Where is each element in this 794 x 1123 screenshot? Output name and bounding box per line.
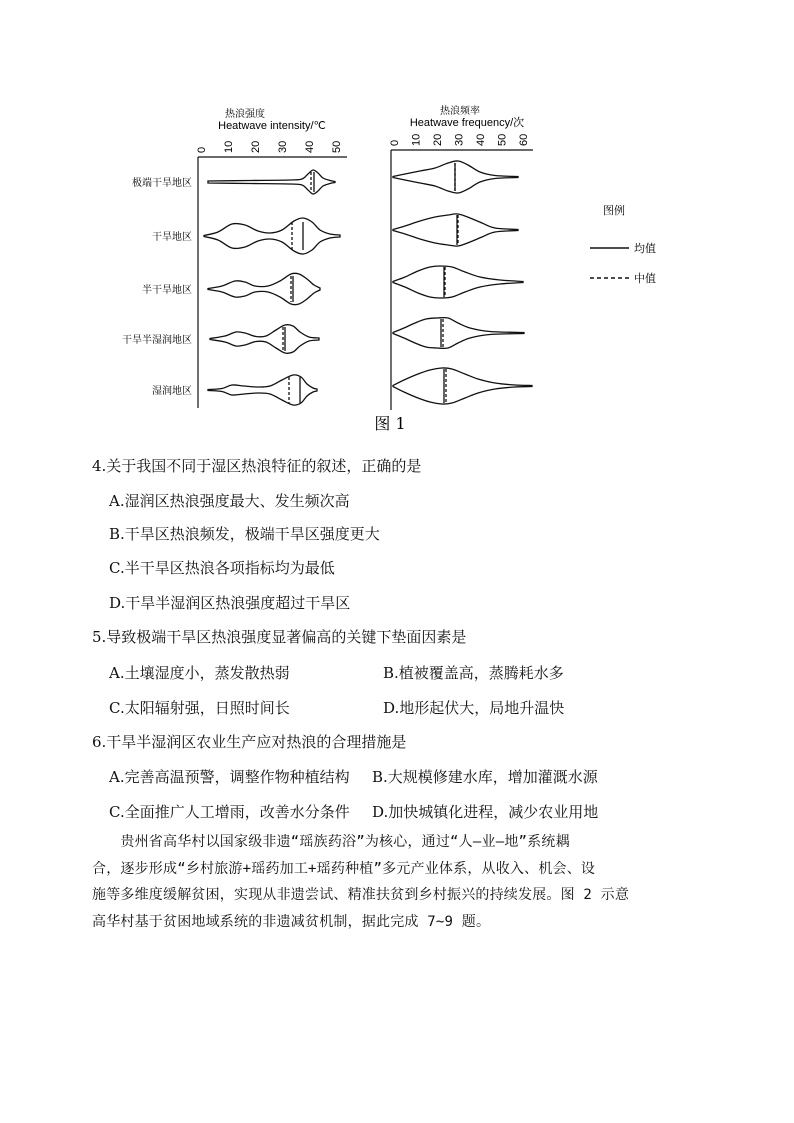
question-4-option-b: B.干旱区热浪频发，极端干旱区强度更大 [109,525,380,543]
frequency-violin [393,318,524,349]
intensity-tick-label: 10 [223,140,235,153]
intensity-tick-label: 40 [304,140,316,153]
intensity-title-cn: 热浪强度 [225,109,265,120]
question-5-stem: 5.导致极端干旱区热浪强度显著偏高的关键下垫面因素是 [92,628,467,646]
intensity-tick-label: 50 [331,140,343,153]
frequency-tick-label: 60 [518,133,530,146]
region-label: 干旱地区 [152,232,192,243]
reading-passage [92,829,702,935]
legend-median-label: 中值 [634,272,656,285]
figure-caption: 图 1 [374,414,406,433]
region-label: 湿润地区 [152,386,192,397]
intensity-violins [204,170,340,405]
intensity-tick-label: 30 [277,140,289,153]
intensity-tick-label: 20 [250,140,262,153]
intensity-tick-labels [196,141,343,153]
frequency-violin [393,368,532,404]
passage-line: 合，逐步形成“乡村旅游+瑶药加工+瑶药种植”多元产业体系，从收入、机会、设 [92,860,596,877]
intensity-violin [204,218,340,254]
frequency-violins [393,161,532,404]
region-label: 极端干旱地区 [132,178,192,189]
frequency-panel [389,104,533,410]
question-4-option-d: D.干旱半湿润区热浪强度超过干旱区 [109,594,351,612]
frequency-tick-label: 0 [389,139,401,146]
intensity-tick-label: 0 [196,146,208,153]
question-5-option-b: B.植被覆盖高，蒸腾耗水多 [383,664,564,682]
legend-title: 图例 [603,204,625,217]
frequency-violin [393,266,523,298]
question-4-option-c: C.半干旱区热浪各项指标均为最低 [109,559,335,577]
intensity-violin [208,170,335,194]
question-6-option-c: C.全面推广人工增雨，改善水分条件 [109,803,350,821]
question-6-option-a: A.完善高温预警，调整作物种植结构 [109,768,350,786]
question-6-stem: 6.干旱半湿润区农业生产应对热浪的合理措施是 [92,733,407,751]
frequency-violin [393,214,518,246]
frequency-title-cn: 热浪频率 [440,106,480,117]
question-5-option-a: A.土壤湿度小，蒸发散热弱 [109,664,290,682]
intensity-title-en: Heatwave intensity/℃ [218,120,326,132]
question-5-option-c: C.太阳辐射强，日照时间长 [109,699,290,717]
question-4-option-a: A.湿润区热浪强度最大、发生频次高 [109,492,350,510]
intensity-panel [122,107,347,408]
frequency-tick-label: 20 [432,133,444,146]
frequency-tick-labels [389,134,530,146]
frequency-tick-label: 40 [475,133,487,146]
frequency-tick-label: 10 [410,133,423,146]
frequency-tick-label: 50 [496,133,509,146]
question-6-option-d: D.加快城镇化进程，减少农业用地 [372,803,599,821]
region-label: 干旱半湿润地区 [122,335,192,346]
question-6-option-b: B.大规模修建水库，增加灌溉水源 [372,768,598,786]
intensity-violin [210,325,319,354]
legend [590,203,656,285]
question-5-option-d: D.地形起伏大，局地升温快 [383,699,565,717]
region-label: 半干旱地区 [142,285,192,296]
frequency-title-en: Heatwave frequency/次 [409,117,525,129]
region-labels [122,176,192,397]
figure-1 [0,0,794,440]
legend-mean-label: 均值 [634,242,656,255]
question-4-stem: 4.关于我国不同于湿区热浪特征的叙述，正确的是 [92,457,422,475]
passage-line: 高华村基于贫困地域系统的非遗减贫机制，据此完成 7~9 题。 [92,913,491,930]
intensity-violin [208,273,320,305]
passage-line: 贵州省高华村以国家级非遗“瑶族药浴”为核心，通过“人—业—地”系统耦 [92,834,570,850]
passage-line: 施等多维度缓解贫困，实现从非遗尝试、精准扶贫到乡村振兴的持续发展。图 2 示意 [92,887,630,903]
frequency-tick-label: 30 [453,133,466,146]
